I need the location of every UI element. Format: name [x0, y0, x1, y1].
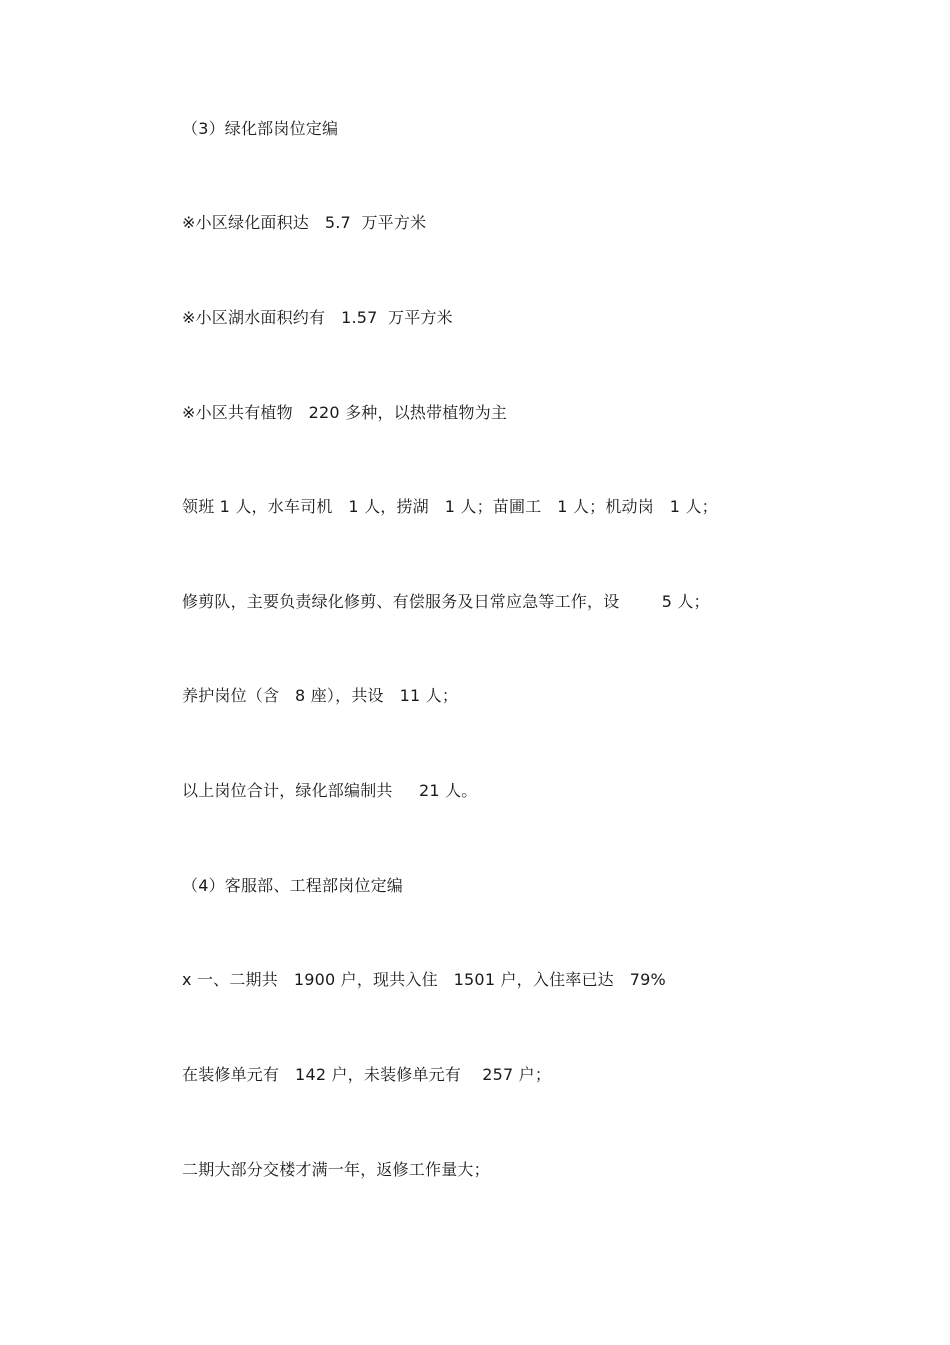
maintenance-posts-text: 养护岗位（含 8 座），共设 11 人； [182, 686, 459, 705]
occupancy-text: x 一、二期共 1900 户，现共入住 1501 户，入住率已达 79% [182, 970, 666, 989]
lake-area-text: ※小区湖水面积约有 1.57 万平方米 [182, 308, 453, 327]
plant-species-text: ※小区共有植物 220 多种，以热带植物为主 [182, 403, 508, 422]
renovation-units-text: 在装修单元有 142 户，未装修单元有 257 户； [182, 1065, 552, 1084]
staff-roles-text: 领班 1 人，水车司机 1 人，捞湖 1 人；苗圃工 1 人；机动岗 1 人； [182, 497, 718, 516]
section-heading-service-eng: （4）客服部、工程部岗位定编 [182, 876, 403, 895]
pruning-team-text: 修剪队，主要负责绿化修剪、有偿服务及日常应急等工作，设 5 人； [182, 592, 710, 611]
greening-total-text: 以上岗位合计，绿化部编制共 21 人。 [182, 781, 478, 800]
section-heading-greening: （3）绿化部岗位定编 [182, 119, 339, 138]
greening-area-text: ※小区绿化面积达 5.7 万平方米 [182, 213, 427, 232]
repair-workload-text: 二期大部分交楼才满一年，返修工作量大； [182, 1160, 490, 1179]
